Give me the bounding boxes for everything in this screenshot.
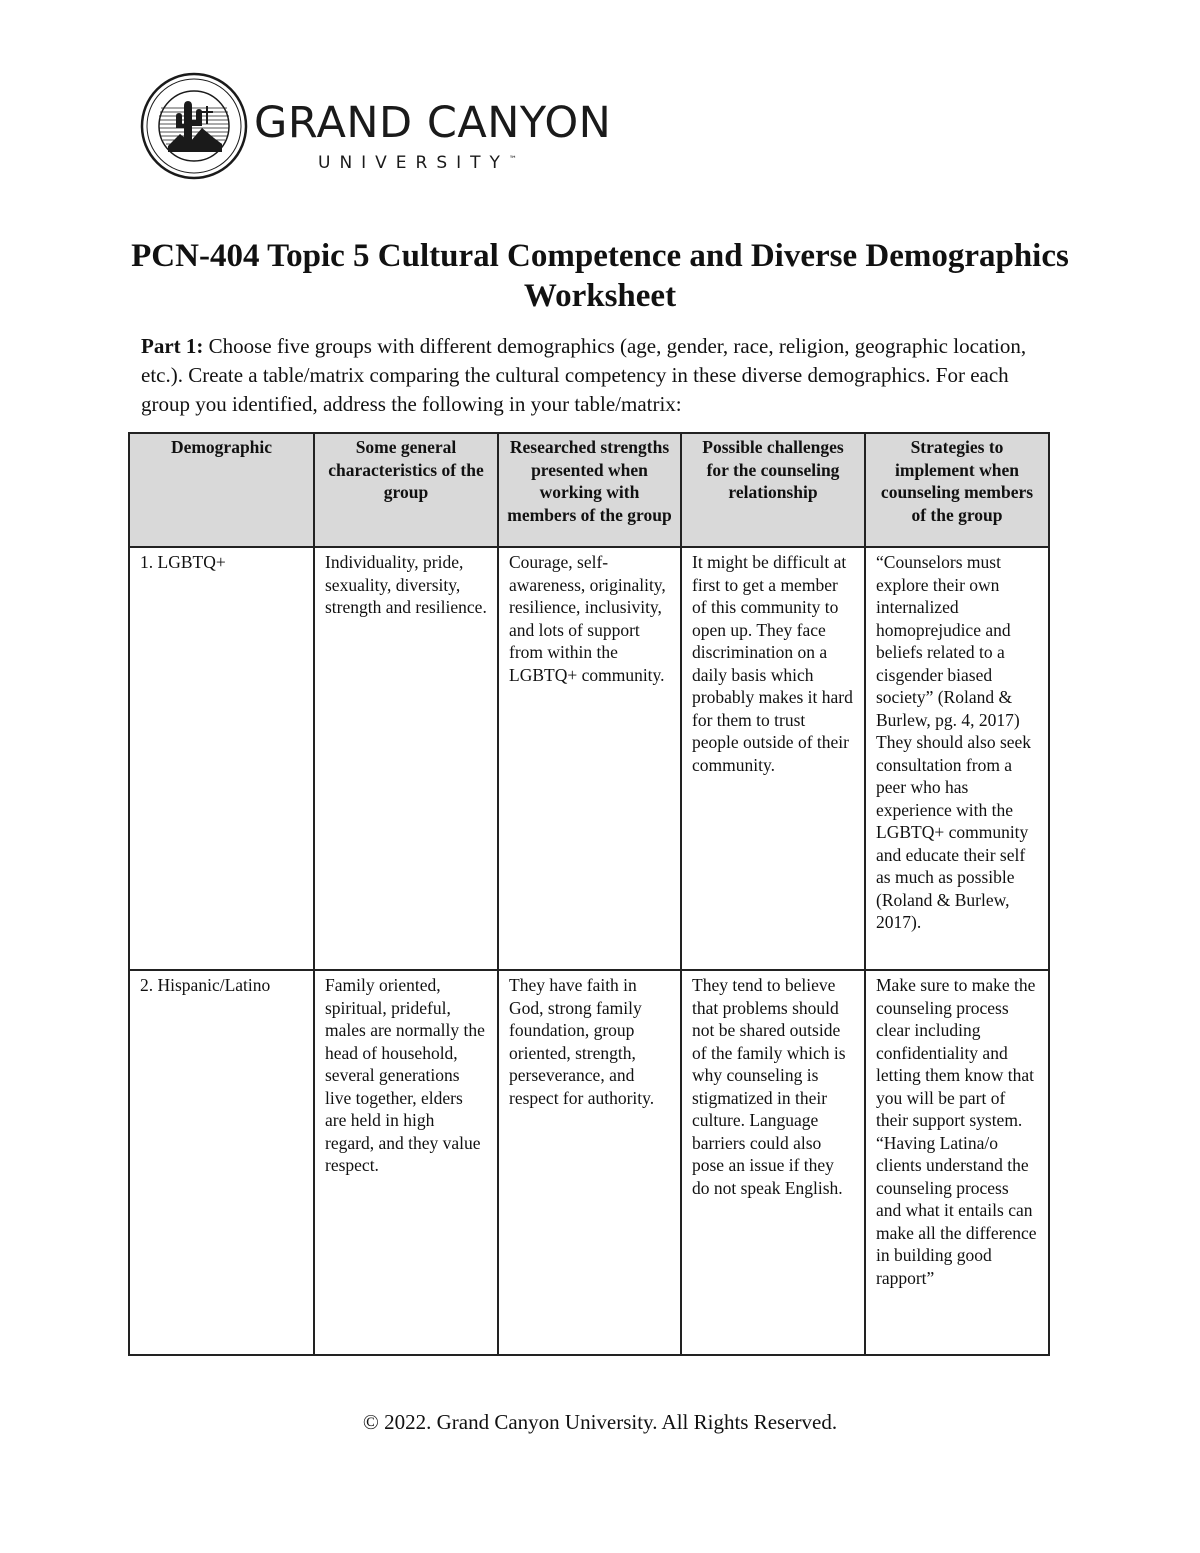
cell-demographic: 1. LGBTQ+ [129, 547, 314, 970]
table-header-row [129, 433, 1049, 547]
header-demographic: Demographic [129, 433, 314, 547]
cell-characteristics: Individuality, pride, sexuality, diversity, strength and resilience. [314, 547, 498, 970]
logo-wordmark-university: UNIVERSITY™ [318, 153, 517, 173]
cell-challenges: They tend to believe that problems should not be shared outside of the family which is why counseling is stigmatized in their culture. Language barriers could also pose an issue if they do not speak English. [681, 970, 865, 1355]
university-seal-icon [140, 72, 248, 180]
header-strategies: Strategies to implement when counseling members of the group [865, 433, 1049, 547]
university-logo [140, 72, 620, 180]
header-characteristics: Some general characteristics of the group [314, 433, 498, 547]
part1-label: Part 1: [141, 334, 204, 358]
cultural-competency-table [128, 432, 1050, 1356]
cell-strengths: They have faith in God, strong family foundation, group oriented, strength, perseverance, and respect for authority. [498, 970, 681, 1355]
part1-instructions [141, 332, 1061, 419]
table-row [129, 547, 1049, 970]
header-strengths: Researched strengths presented when working with members of the group [498, 433, 681, 547]
copyright-footer: © 2022. Grand Canyon University. All Rights Reserved. [362, 1410, 838, 1434]
cell-strategies: Make sure to make the counseling process clear including confidentiality and letting them know that you will be part of their support system. “Having Latina/o clients understand the counseling process and what it entails can make all the difference in building good rapport” [865, 970, 1049, 1355]
cell-strengths: Courage, self-awareness, originality, resilience, inclusivity, and lots of support from within the LGBTQ+ community. [498, 547, 681, 970]
worksheet-title: PCN-404 Topic 5 Cultural Competence and Diverse Demographics Worksheet [131, 238, 1069, 314]
cell-demographic: 2. Hispanic/Latino [129, 970, 314, 1355]
header-challenges: Possible challenges for the counseling relationship [681, 433, 865, 547]
cell-strategies: “Counselors must explore their own internalized homoprejudice and beliefs related to a cisgender biased society” (Roland & Burlew, pg. 4, 2017) They should also seek consultation from a peer who has experience with the LGBTQ+ community and educate their self as much as possible (Roland & Burlew, 2017). [865, 547, 1049, 970]
table-row [129, 970, 1049, 1355]
cell-characteristics: Family oriented, spiritual, prideful, males are normally the head of household, several generations live together, elders are held in high regard, and they value respect. [314, 970, 498, 1355]
part1-text: Choose five groups with different demographics (age, gender, race, religion, geographic location, etc.). Create a table/matrix comparing the cultural competency in these diverse demographics. For each group you identified, address the following in your table/matrix: [141, 334, 1027, 416]
logo-wordmark-grand-canyon: GRAND CANYON [254, 98, 612, 148]
cell-challenges: It might be difficult at first to get a member of this community to open up. They face discrimination on a daily basis which probably makes it hard for them to trust people outside of their community. [681, 547, 865, 970]
